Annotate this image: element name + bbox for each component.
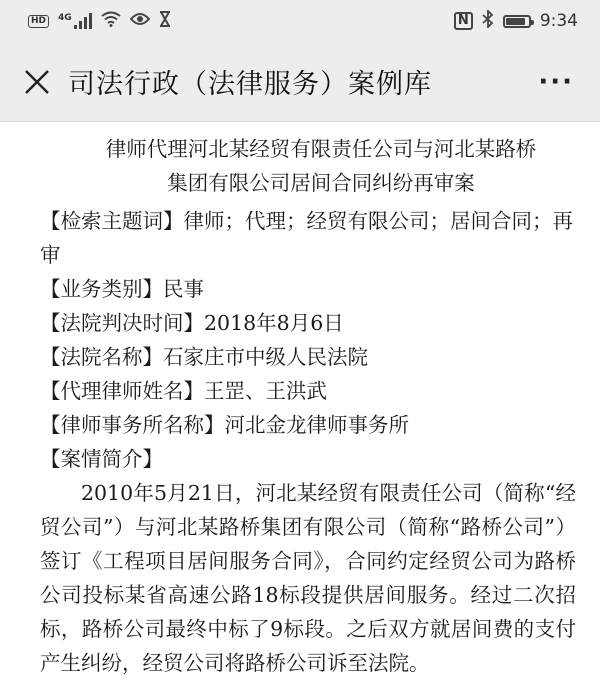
article-content [0,122,600,680]
field-category [40,272,576,306]
field-court [40,340,576,374]
field-value: 律师；代理；经贸有限公司；居间合同；再审 [40,209,573,267]
field-judgment-date [40,306,576,340]
field-value: 民事 [163,277,204,301]
field-value: 河北金龙律师事务所 [224,413,409,437]
article-title-line: 律师代理河北某经贸有限责任公司与河北某路桥 [105,137,537,161]
article-title-line: 集团有限公司居间合同纠纷再审案 [167,171,475,195]
field-keywords [40,204,576,272]
battery-level [506,18,526,25]
battery-icon [503,15,531,28]
article-title [40,132,576,204]
hd-icon: HD [28,15,49,28]
field-case-summary [40,442,576,476]
more-button[interactable]: ··· [538,66,574,97]
status-right [454,10,578,33]
field-lawyers [40,374,576,408]
field-label: 【代理律师姓名】 [40,379,204,403]
field-label: 【案情简介】 [40,447,163,471]
field-label: 【检索主题词】 [40,209,184,233]
hourglass-icon [159,11,171,32]
field-value: 王罡、王洪武 [204,379,327,403]
network-type-label: 4G [58,13,72,23]
title-bar [0,42,600,122]
close-button[interactable] [20,65,54,99]
clock: 9:34 [539,11,578,31]
field-law-firm [40,408,576,442]
close-icon [24,69,50,95]
field-label: 【业务类别】 [40,277,163,301]
status-bar [0,0,600,42]
eye-icon [130,11,150,31]
field-label: 【律师事务所名称】 [40,413,225,437]
wifi-icon [101,11,121,32]
status-left [28,11,171,32]
field-label: 【法院判决时间】 [40,311,204,335]
nfc-icon: N [454,12,473,30]
field-value: 2018年8月6日 [204,311,344,335]
signal-icon [58,13,92,29]
bluetooth-icon [482,10,494,33]
field-value: 石家庄市中级人民法院 [163,345,368,369]
field-label: 【法院名称】 [40,345,163,369]
case-summary-text: 2010年5月21日，河北某经贸有限责任公司（简称“经贸公司”）与河北某路桥集团有限公司（简称“路桥公司”）签订《工程项目居间服务合同》，合同约定经贸公司为路桥公司投标某省高速公路18标段提供居间服务。经过二次招标，路桥公司最终中标了9标段。之后双方就居间费的支付产生纠纷，经贸公司将路桥公司诉至法院。 [40,481,576,675]
page-title: 司法行政（法律服务）案例库 [68,69,432,100]
